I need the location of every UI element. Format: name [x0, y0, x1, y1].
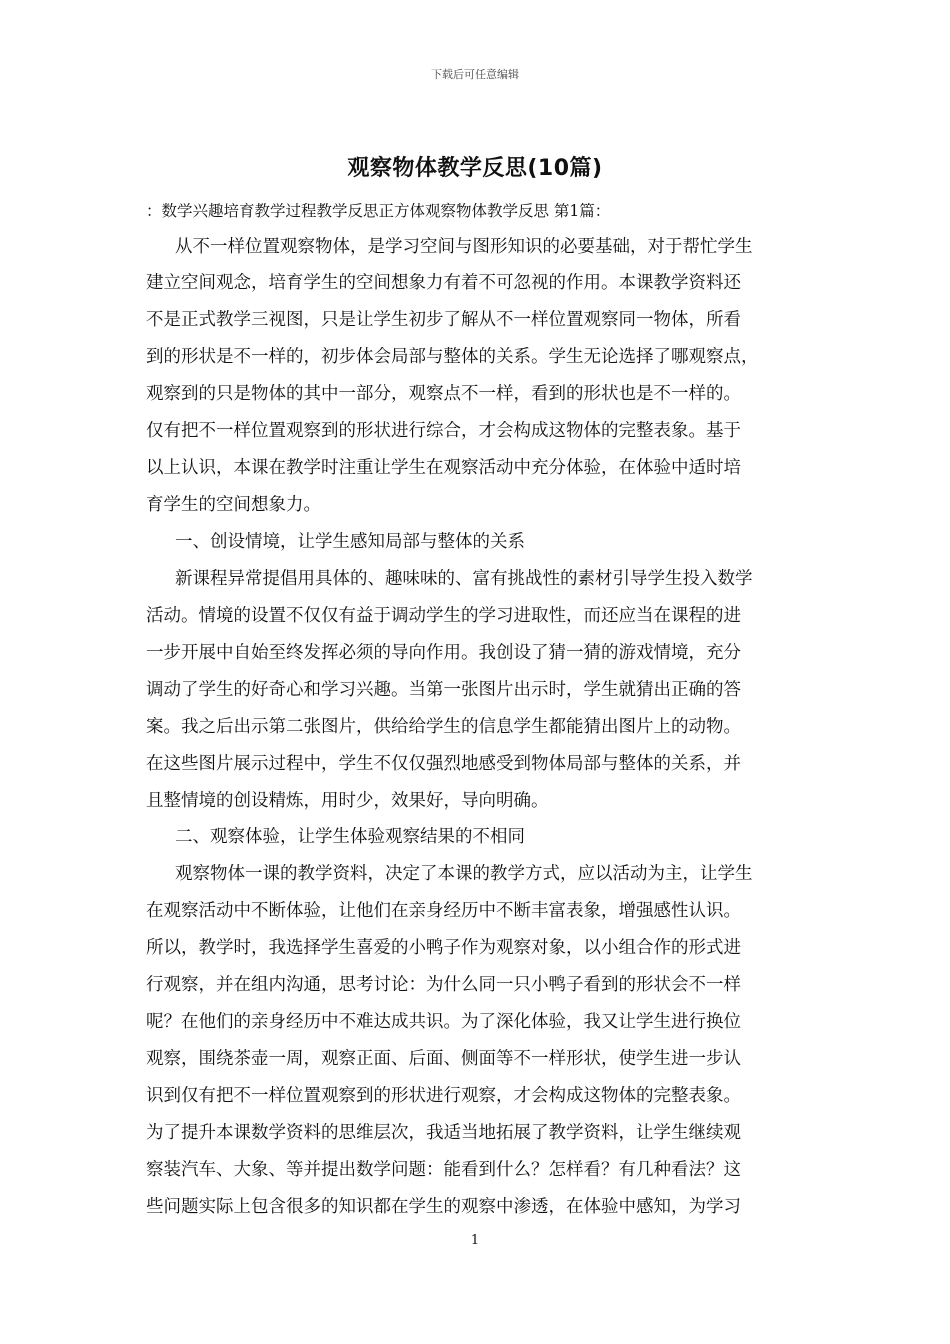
intro-line: ：数学兴趣培育教学过程教学反思正方体观察物体教学反思 第1篇： [146, 202, 611, 220]
body-line: 且整情境的创设精炼，用时少，效果好，导向明确。 [146, 791, 549, 811]
body-line: 不是正式教学三视图，只是让学生初步了解从不一样位置观察同一物体，所看 [146, 310, 741, 330]
body-line: 观察到的只是物体的其中一部分，观察点不一样，看到的形状也是不一样的。 [146, 384, 741, 404]
body-line: 为了提升本课数学资料的思维层次，我适当地拓展了教学资料，让学生继续观 [146, 1123, 741, 1143]
section-heading: 二、观察体验，让学生体验观察结果的不相同 [175, 827, 525, 847]
body-line: 呢？在他们的亲身经历中不难达成共识。为了深化体验，我又让学生进行换位 [146, 1012, 741, 1032]
body-line: 在观察活动中不断体验，让他们在亲身经历中不断丰富表象，增强感性认识。 [146, 901, 741, 921]
body-line: 从不一样位置观察物体，是学习空间与图形知识的必要基础，对于帮忙学生 [175, 237, 753, 257]
body-line: 所以，教学时，我选择学生喜爱的小鸭子作为观察对象，以小组合作的形式进 [146, 938, 741, 958]
body-line: 察装汽车、大象、等并提出数学问题：能看到什么？怎样看？有几种看法？这 [146, 1160, 741, 1180]
body-line: 活动。情境的设置不仅仅有益于调动学生的学习进取性，而还应当在课程的进 [146, 606, 741, 626]
body-line: 仅有把不一样位置观察到的形状进行综合，才会构成这物体的完整表象。基于 [146, 421, 741, 441]
body-line: 识到仅有把不一样位置观察到的形状进行观察，才会构成这物体的完整表象。 [146, 1086, 741, 1106]
body-line: 调动了学生的好奇心和学习兴趣。当第一张图片出示时，学生就猜出正确的答 [146, 680, 741, 700]
body-line: 到的形状是不一样的，初步体会局部与整体的关系。学生无论选择了哪观察点， [146, 347, 759, 367]
body-line: 行观察，并在组内沟通，思考讨论：为什么同一只小鸭子看到的形状会不一样 [146, 975, 741, 995]
body-line: 以上认识，本课在教学时注重让学生在观察活动中充分体验，在体验中适时培 [146, 458, 741, 478]
section-heading: 一、创设情境，让学生感知局部与整体的关系 [175, 532, 525, 552]
page-number: 1 [470, 1233, 480, 1248]
body-line: 案。我之后出示第二张图片，供给给学生的信息学生都能猜出图片上的动物。 [146, 717, 741, 737]
header-note: 下载后可任意编辑 [431, 68, 519, 81]
body-line: 在这些图片展示过程中，学生不仅仅强烈地感受到物体局部与整体的关系，并 [146, 754, 741, 774]
body-line: 观察，围绕茶壶一周，观察正面、后面、侧面等不一样形状，使学生进一步认 [146, 1049, 741, 1069]
body-line: 观察物体一课的教学资料，决定了本课的教学方式，应以活动为主，让学生 [175, 864, 753, 884]
body-line: 建立空间观念，培育学生的空间想象力有着不可忽视的作用。本课教学资料还 [146, 273, 741, 293]
body-line: 些问题实际上包含很多的知识都在学生的观察中渗透，在体验中感知，为学习 [146, 1197, 741, 1217]
body-line: 育学生的空间想象力。 [146, 495, 321, 515]
body-line: 新课程异常提倡用具体的、趣味味的、富有挑战性的素材引导学生投入数学 [175, 569, 753, 589]
body-line: 一步开展中自始至终发挥必须的导向作用。我创设了猜一猜的游戏情境，充分 [146, 643, 741, 663]
document-title: 观察物体教学反思(10篇) [347, 156, 603, 181]
